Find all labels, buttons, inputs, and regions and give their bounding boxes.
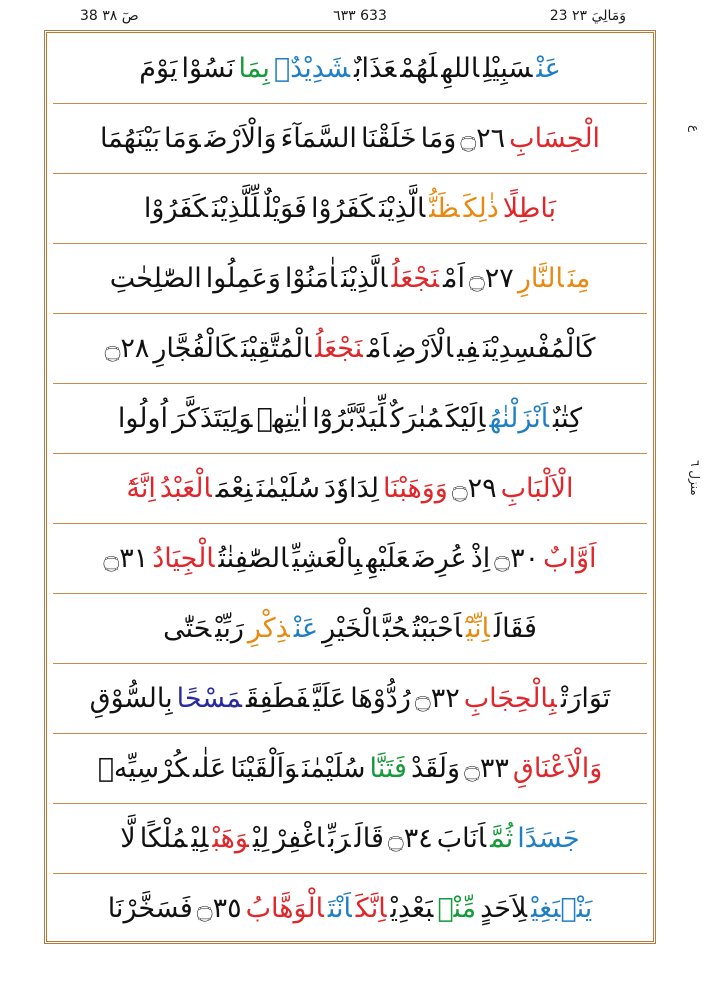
verse-word: عَذَابٌ <box>354 53 397 84</box>
ruku-marker: ع <box>688 125 702 133</box>
verse-word: الصّٰلِحٰتِ <box>109 263 202 294</box>
verse-word: جَسَدًا <box>517 823 580 854</box>
verse-word: الْخَيْرِ <box>322 613 380 644</box>
verse-word: لِّلَّذِيْنَ <box>211 193 260 224</box>
verse-word: اَنَابَ <box>436 823 487 854</box>
verse-word: اِنَّهٗٓ <box>126 473 156 504</box>
verse-word: ۝٣٤ <box>387 823 433 854</box>
verse-word: اٰمَنُوْا <box>284 263 338 294</box>
verse-word: اِذْ <box>470 543 491 574</box>
verse-word: اِلَيْكَ <box>446 403 486 434</box>
verse-word: نَجْعَلُ <box>315 333 363 364</box>
verse-word: اغْفِرْ <box>273 823 325 854</box>
verse-word: الْاَرْضِ <box>393 333 454 364</box>
verse-line <box>53 245 647 314</box>
verse-word: مَسْحًا <box>176 683 242 714</box>
verse-word: فَطَفِقَ <box>245 683 310 714</box>
verse-word: وَعَمِلُوا <box>205 263 281 294</box>
verse-word: اَمْ <box>443 263 465 294</box>
verse-word: بَيْنَهُمَا <box>99 123 161 154</box>
verse-word: وَهَبْ <box>212 823 249 854</box>
quran-page-frame <box>44 30 656 944</box>
verse-word: ۝٢٨ <box>104 333 150 364</box>
verse-word: لَّا <box>120 823 136 854</box>
verse-word: لِّيَدَّبَّرُوْٓا <box>312 403 387 434</box>
verse-word: اللهِ <box>441 53 480 84</box>
verse-word: عَلٰى <box>192 753 227 784</box>
verse-word: ذِكْرِ <box>247 613 290 644</box>
verse-word: عَلَيْهِ <box>366 543 409 574</box>
verse-word: اَحْبَبْتُ <box>412 613 462 644</box>
verse-word: حَتّٰى <box>163 613 212 644</box>
verse-word: ۝٢٩ <box>451 473 497 504</box>
verse-word: الْاَلْبَابِ <box>500 473 574 504</box>
verse-word: الصّٰفِنٰتُ <box>218 543 289 574</box>
verse-word: اَنْزَلْنٰهُ <box>489 403 549 434</box>
verse-word: مُلْكًا <box>139 823 188 854</box>
verse-word: ۝٣٢ <box>414 683 460 714</box>
verse-word: لِاَحَدٍ <box>480 893 528 924</box>
verse-word: اَمْ <box>366 333 390 364</box>
verse-word: سُلَيْمٰنَ <box>302 753 366 784</box>
verse-word: ثُمَّ <box>490 823 514 854</box>
verse-word: بِالْحِجَابِ <box>463 683 557 714</box>
verse-word: سُلَيْمٰنَ <box>256 473 320 504</box>
verse-word: وَمَا <box>164 123 201 154</box>
manzil-marker: منزل ٦ <box>688 460 702 496</box>
verse-word: خَلَقْنَا <box>360 123 417 154</box>
verse-word: رَبِّ <box>328 823 351 854</box>
verse-line <box>53 105 647 174</box>
verse-word: الْوَهَّابُ <box>245 893 324 924</box>
verse-word: عَنْ <box>293 613 319 644</box>
verse-line <box>53 35 647 104</box>
verse-word: كَفَرُوْا <box>310 193 375 224</box>
verse-word: عَلَيَّ <box>313 683 347 714</box>
verse-word: حُبَّ <box>383 613 409 644</box>
verse-line <box>53 875 647 943</box>
verse-word: ۝٢٦ <box>460 123 506 154</box>
page-number: ٦٣٣ 633 <box>333 8 387 24</box>
verse-word: قَالَ <box>354 823 384 854</box>
verse-word: اِنِّيْٓ <box>465 613 490 644</box>
verse-word: كَالْفُجَّارِ <box>153 333 238 364</box>
verse-word: ۝٣٣ <box>464 753 509 784</box>
verse-word: فَتَنَّا <box>369 753 407 784</box>
verse-word: فَقَالَ <box>493 613 537 644</box>
verse-word: وَوَهَبْنَا <box>382 473 448 504</box>
verse-line <box>53 455 647 524</box>
verse-word: النَّارِ <box>517 263 564 294</box>
verse-word: نِعْمَ <box>215 473 253 504</box>
verse-word: اِنَّكَ <box>355 893 387 924</box>
verse-word: ۝٣١ <box>103 543 149 574</box>
verse-word: عُرِضَ <box>412 543 467 574</box>
verse-word: عَنْ <box>536 53 561 84</box>
verse-word: مِنَ <box>567 263 591 294</box>
verse-word: كَالْمُفْسِدِيْنَ <box>482 333 596 364</box>
verse-word: وَالْاَعْنَاقِ <box>512 753 603 784</box>
verse-word: مِّنْۢ <box>437 893 477 924</box>
verse-word: فِي <box>457 333 479 364</box>
page-header <box>0 2 706 30</box>
verse-word: الْجِيَادُ <box>152 543 215 574</box>
verse-word: الْحِسَابِ <box>509 123 601 154</box>
verse-line <box>53 805 647 874</box>
verse-word: بَعْدِيْ <box>390 893 434 924</box>
juz-label: 23 وَمَالِيَ ٢٣ <box>549 8 626 24</box>
verse-word: السَّمَآءَ <box>280 123 357 154</box>
verse-word: يَنْۢبَغِيْ <box>531 893 593 924</box>
verse-word: وَلِيَتَذَكَّرَ <box>172 403 253 434</box>
verse-line <box>53 175 647 244</box>
verse-word: كِتٰبٌ <box>553 403 583 434</box>
verse-word: اَنْتَ <box>327 893 352 924</box>
verse-word: وَمَا <box>420 123 457 154</box>
verse-word: تَوَارَتْ <box>560 683 611 714</box>
verse-word: الْعَبْدُ <box>159 473 212 504</box>
verse-word: بِالسُّوْقِ <box>89 683 173 714</box>
verse-word: لِيْ <box>191 823 209 854</box>
verse-word: فَسَخَّرْنَا <box>107 893 193 924</box>
verse-line <box>53 665 647 734</box>
verse-word: فَوَيْلٌ <box>263 193 307 224</box>
verse-word: نَسُوْا <box>181 53 235 84</box>
verse-word: ۝٢٧ <box>468 263 514 294</box>
verse-word: لَهُمْ <box>400 53 438 84</box>
verse-line <box>53 735 647 804</box>
verse-word: اُولُوا <box>117 403 169 434</box>
verse-word: ظَنُّ <box>429 193 460 224</box>
verse-line <box>53 525 647 594</box>
verse-word: اَوَّابٌ <box>543 543 597 574</box>
verse-line <box>53 595 647 664</box>
verse-word: بِمَا <box>238 53 270 84</box>
verse-line <box>53 385 647 454</box>
verse-word: ۝٣٥ <box>196 893 242 924</box>
verse-word: رَبِّيْ <box>215 613 244 644</box>
verse-word: لِدَاوٗدَ <box>324 473 379 504</box>
verse-word: وَاَلْقَيْنَا <box>230 753 299 784</box>
verse-word: شَدِيْدٌۢ <box>273 53 351 84</box>
verse-word: ۝٣٠ <box>494 543 540 574</box>
verse-word: مُبٰرَكٌ <box>390 403 443 434</box>
verse-line <box>53 315 647 384</box>
verse-word: رُدُّوْهَا <box>350 683 411 714</box>
verse-word: وَالْاَرْضَ <box>204 123 277 154</box>
surah-label: 38 صٓ ٣٨ <box>80 8 139 24</box>
verse-word: يَوْمَ <box>139 53 178 84</box>
verse-word: كَفَرُوْا <box>143 193 208 224</box>
verse-word: وَلَقَدْ <box>410 753 461 784</box>
verse-word: اٰيٰتِهٖ <box>256 403 309 434</box>
verse-word: كُرْسِيِّهٖ <box>97 753 189 784</box>
verse-word: بَاطِلًا <box>502 193 557 224</box>
verse-word: الَّذِيْنَ <box>341 263 388 294</box>
verse-word: سَبِيْلِ <box>483 53 533 84</box>
verse-word: بِالْعَشِيِّ <box>292 543 363 574</box>
verse-word: نَجْعَلُ <box>391 263 440 294</box>
verse-word: الْمُتَّقِيْنَ <box>241 333 312 364</box>
verse-word: ذٰلِكَ <box>463 193 499 224</box>
verse-word: الَّذِيْنَ <box>378 193 426 224</box>
verse-word: لِيْ <box>252 823 270 854</box>
